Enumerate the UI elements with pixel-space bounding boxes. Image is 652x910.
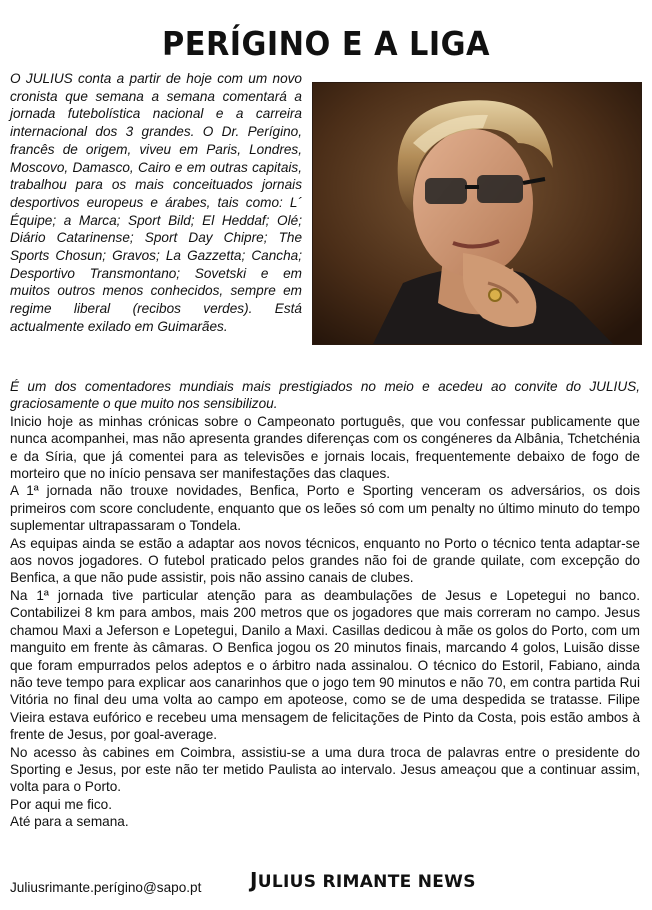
sign-off: Até para a semana. [10,814,129,830]
columnist-portrait-illustration [313,83,641,344]
body-paragraph: As equipas ainda se estão a adaptar aos novos técnicos, enquanto no Porto o técnico tenta adaptar-se aos novos jogadores. O futebol praticado pelos grandes não foi de grande quilate, com excepção do Benfica, a que não pude assistir, pois não assino canais de clubes. [10,535,640,586]
body-paragraph: Na 1ª jornada tive particular atenção para as deambulações de Jesus e Lopetegui no banco. Contabilizei 8 km para ambos, mais 200 metros que os jogadores que mais correram no campo. Jesus chamou Maxi a Jeferson e Lopetegui, Danilo a Maxi. Casillas dedicou à mãe os golos do Porto, com um manguito em frente às câmaras. O Benfica jogou os 20 minutos finais, marcando 4 golos, Luisão disse que foram empurrados pelos adeptos e o árbitro nada assinalou. O técnico do Estoril, Fabiano, ainda não teve tempo para explicar aos canarinhos que o jogo tem 90 minutos e não 70, em contra partida Rui Vitória no final deu uma volta ao campo em apoteose, como se de uma despedida se tratasse. Filipe Vieira estava eufórico e recebeu uma mensagem de felicitações de Pinto da Costa, pois estão ambos à frente de Jesus, por goal-average. [10,587,640,743]
body-paragraph: É um dos comentadores mundiais mais prestigiados no meio e acedeu ao convite do JULIUS, graciosamente o que muito nos sensibilizou. [10,379,640,412]
body-paragraph: Inicio hoje as minhas crónicas sobre o Campeonato português, que vou confessar publicamente que nunca acompanhei, mas não apresenta grandes diferenças com os congéneres da Albânia, Tchetchénia e da Síria, que já comentei para as televisões e jornais locais, frequentemente debaixo de fogo de morteiro que no início pensava ser manifestações das claques. [10,413,640,482]
body-paragraph: No acesso às cabines em Coimbra, assistiu-se a uma dura troca de palavras entre o presidente do Sporting e Jesus, por este não ter metido Paulista ao intervalo. Jesus ameaçou que a continuar assim, volta para o Porto. [10,744,640,795]
author-email: Juliusrimante.perígino@sapo.pt [10,880,202,895]
body-paragraph: A 1ª jornada não trouxe novidades, Benfica, Porto e Sporting venceram os adversários, os dois primeiros com score concludente, enquanto que os leões só com um penalty no último minuto do tempo suplementar ultrapassaram o Tondela. [10,483,640,534]
columnist-photo [312,82,642,345]
publication-brand [250,868,476,892]
article-title: PERÍGINO E A LIGA [162,24,490,63]
brand-rest: ULIUS RIMANTE NEWS [257,872,476,892]
article-body [10,378,640,831]
closing-line: Por aqui me fico. [10,796,112,812]
intro-paragraph: O JULIUS conta a partir de hoje com um novo cronista que semana a semana comentará a jornada futebolística nacional e a carreira internacional dos 3 grandes. O Dr. Perígino, francês de origem, viveu em Paris, Londres, Moscovo, Damasco, Cairo e em outras capitais, trabalhou para os mais conceituados jornais desportivos europeus e árabes, tais como: L´ Équipe; a Marca; Sport Bild; El Heddaf; Olé; Diário Catarinense; Sport Day Chipre; The Sports Chosun; Gravos; La Gazzetta; Cancha; Desportivo Transmontano; Sovetski e em muitos outros menos conhecidos, sempre em regime liberal (recibos verdes). Está actualmente exilado em Guimarães. [10,71,302,334]
brand-initial: J [250,868,258,892]
